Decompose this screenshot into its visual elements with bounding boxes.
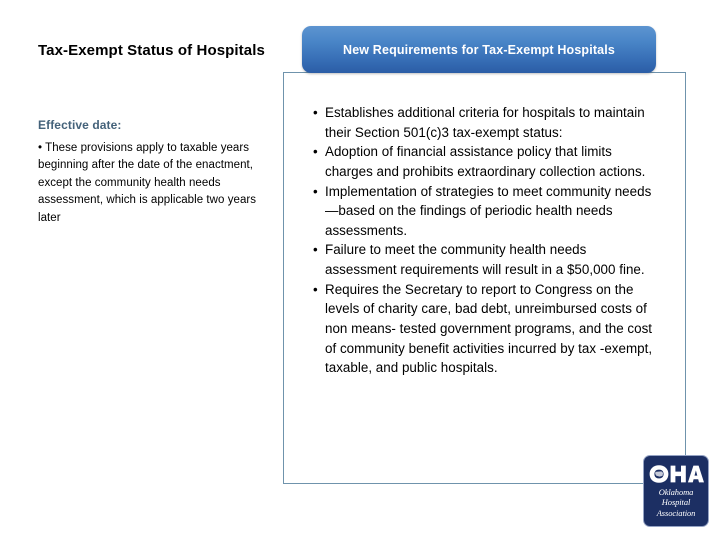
oha-acronym-icon (644, 463, 708, 484)
list-item: • Adoption of financial assistance policy that limits charges and prohibits extraordinary collection actions. (313, 142, 661, 181)
effective-date-label: Effective date: (38, 118, 122, 132)
banner-header (302, 26, 656, 73)
oha-wordmark (644, 487, 708, 518)
list-item: • Establishes additional criteria for hospitals to maintain their Section 501(c)3 tax-exempt status: (313, 103, 661, 142)
requirements-list (313, 103, 661, 378)
list-item: • Implementation of strategies to meet community needs—based on the findings of periodic health needs assessments. (313, 182, 661, 241)
left-column (38, 40, 270, 61)
banner-title: New Requirements for Tax-Exempt Hospitals (343, 42, 615, 57)
oha-line-1: Oklahoma (658, 487, 694, 497)
effective-date-body: • These provisions apply to taxable years beginning after the date of the enactment, except the community health needs assessment, which is applicable two years later (38, 142, 257, 224)
list-item: • Failure to meet the community health needs assessment requirements will result in a $50,000 fine. (313, 240, 661, 279)
list-item: • Requires the Secretary to report to Congress on the levels of charity care, bad debt, unreimbursed costs of non means- tested government programs, and the cost of community benefit activities incurred by tax -exempt, taxable, and public hospitals. (313, 280, 661, 378)
page-title: Tax-Exempt Status of Hospitals (38, 42, 265, 59)
oha-line-3: Association (656, 507, 696, 518)
oha-logo (643, 455, 709, 527)
oha-line-2: Hospital (661, 497, 691, 508)
